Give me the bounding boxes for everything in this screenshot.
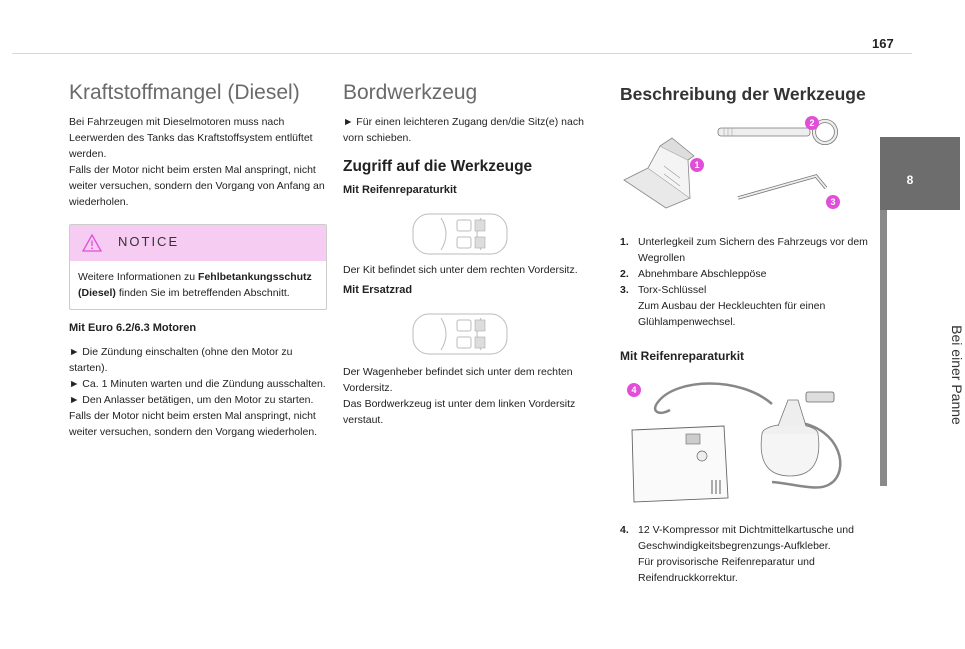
notice-body [70,261,326,309]
section-title-description: Beschreibung der Werkzeuge [620,84,866,104]
badge-1: 1 [694,160,700,170]
euro-motor-heading: Mit Euro 6.2/6.3 Motoren [69,322,197,334]
car-topview-icon [411,210,511,258]
list-item [620,522,875,586]
list-item [620,266,875,282]
list-item [620,282,875,330]
item-extra: Für provisorische Reifenreparatur und Reifendruckkorrektur. [638,556,815,584]
page-number: 167 [872,36,894,51]
tool-list [620,234,875,330]
spare-wheel-heading: Mit Ersatzrad [343,284,413,296]
chapter-label: Bei einer Panne [948,325,965,425]
item-text: Unterlegkeil zum Sichern des Fahrzeugs vor dem Wegrollen [638,236,868,264]
top-divider [12,53,912,54]
column-tool-description [620,80,875,586]
fuel-outro: Falls der Motor nicht beim ersten Mal anspringt, nicht weiter versuchen, sondern den Vorgang wiederholen. [69,410,318,438]
list-item [620,234,875,266]
warning-icon [82,233,102,253]
fuel-intro-2: Falls der Motor nicht beim ersten Mal anspringt, nicht weiter versuchen, sondern den Vorgang von Anfang an wiederholen. [69,164,325,208]
notice-text-bold: Fehlbetankungsschutz (Diesel) [78,271,312,299]
notice-box [69,224,327,310]
column-onboard-tools [343,80,595,428]
chapter-strip [880,210,887,486]
access-heading: Zugriff auf die Werkzeuge [343,158,533,175]
notice-text-pre: Weitere Informationen zu [78,271,199,283]
fuel-step: ► Die Zündung einschalten (ohne den Motor zu starten). [69,346,293,374]
item-text: Abnehmbare Abschleppöse [638,268,767,280]
car-topview-icon [411,310,511,358]
item-extra: Zum Ausbau der Heckleuchten für einen Glühlampenwechsel. [638,300,826,328]
section-title-fuel: Kraftstoffmangel (Diesel) [69,81,300,104]
tools-location: Das Bordwerkzeug ist unter dem linken Vordersitz verstaut. [343,398,576,426]
repair-kit-heading: Mit Reifenreparaturkit [343,184,457,196]
fuel-step: ► Ca. 1 Minuten warten und die Zündung ausschalten. [69,378,326,390]
item-number: 3. [620,284,629,296]
chapter-tab[interactable] [880,137,965,486]
fuel-step: ► Den Anlasser betätigen, um den Motor zu starten. [69,394,314,406]
fuel-intro: Bei Fahrzeugen mit Dieselmotoren muss nach Leerwerden des Tanks das Kraftstoffsystem entlüftet werden. [69,116,313,160]
column-fuel [69,80,327,440]
compressor-icon [620,372,850,510]
jack-location: Der Wagenheber befindet sich unter dem rechten Vordersitz. [343,366,573,394]
badge-2: 2 [809,118,815,128]
badge-4: 4 [631,385,637,395]
item-text: Torx-Schlüssel [638,284,707,296]
tools-bullet: ► Für einen leichteren Zugang den/die Sitz(e) nach vorn schieben. [343,116,584,144]
notice-title: NOTICE [118,234,180,249]
notice-header [70,225,326,261]
item-number: 1. [620,236,629,248]
item-text: 12 V-Kompressor mit Dichtmittelkartusche und Geschwindigkeitsbegrenzungs-Aufkleber. [638,524,854,552]
repair-kit-location: Der Kit befindet sich unter dem rechten Vordersitz. [343,264,578,276]
section-title-tools: Bordwerkzeug [343,81,478,104]
wheel-chock-icon [624,138,694,208]
torx-key-icon [738,176,826,198]
item-number: 2. [620,268,629,280]
badge-3: 3 [830,197,836,207]
notice-text-post: finden Sie im betreffenden Abschnitt. [115,287,290,299]
repair-kit-heading-2: Mit Reifenreparaturkit [620,349,745,363]
chapter-number: 8 [906,173,914,187]
item-number: 4. [620,524,629,536]
tools-illustration [620,116,850,214]
